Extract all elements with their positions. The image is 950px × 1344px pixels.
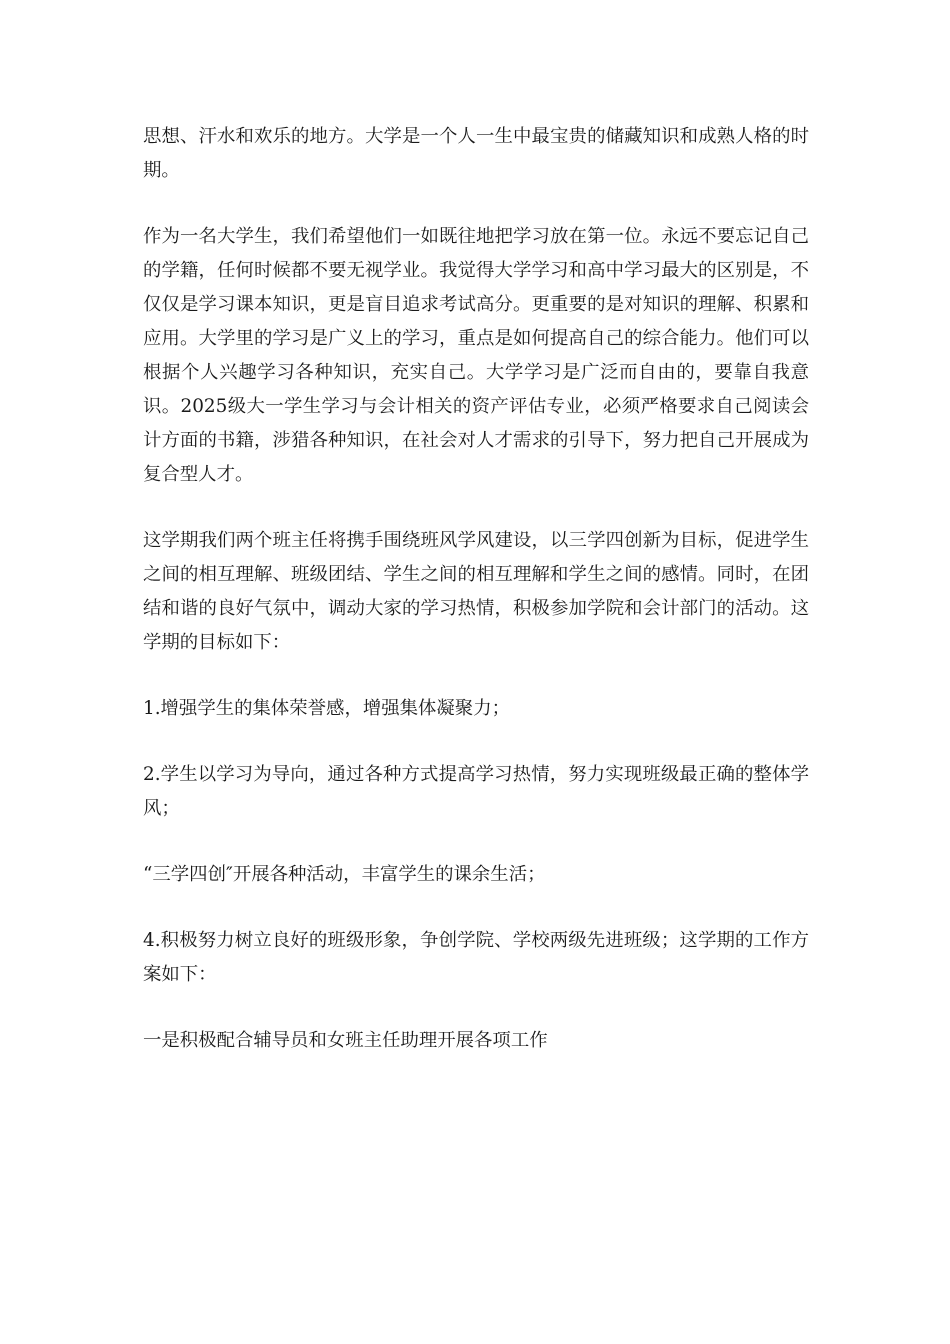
goal-item-3: “三学四创″开展各种活动，丰富学生的课余生活；: [143, 864, 546, 885]
work-plan-item-1: 一是积极配合辅导员和女班主任助理开展各项工作: [143, 1030, 548, 1051]
document-body: [143, 120, 809, 1090]
paragraph-study: 作为一名大学生，我们希望他们一如既往地把学习放在第一位。永远不要忘记自己的学籍，任何时候都不要无视学业。我觉得大学学习和高中学习最大的区别是，不仅仅是学习课本知识，更是盲目追求考试高分。更重要的是对知识的理解、积累和应用。大学里的学习是广义上的学习，重点是如何提高自己的综合能力。他们可以根据个人兴趣学习各种知识，充实自己。大学学习是广泛而自由的，要靠自我意识。2025级大一学生学习与会计相关的资产评估专业，必须严格要求自己阅读会计方面的书籍，涉猎各种知识，在社会对人才需求的引导下，努力把自己开展成为复合型人才。: [143, 226, 809, 485]
goal-item-2: 2.学生以学习为导向，通过各种方式提高学习热情，努力实现班级最正确的整体学风；: [143, 764, 809, 819]
goal-item-4: 4.积极努力树立良好的班级形象，争创学院、学校两级先进班级；这学期的工作方案如下：: [143, 930, 809, 985]
goal-item-1: 1.增强学生的集体荣誉感，增强集体凝聚力；: [143, 698, 510, 719]
paragraph-semester-plan: 这学期我们两个班主任将携手围绕班风学风建设，以三学四创新为目标，促进学生之间的相互理解、班级团结、学生之间的相互理解和学生之间的感情。同时，在团结和谐的良好气氛中，调动大家的学习热情，积极参加学院和会计部门的活动。这学期的目标如下：: [143, 530, 809, 653]
paragraph-intro: 思想、汗水和欢乐的地方。大学是一个人一生中最宝贵的储藏知识和成熟人格的时期。: [143, 126, 809, 181]
